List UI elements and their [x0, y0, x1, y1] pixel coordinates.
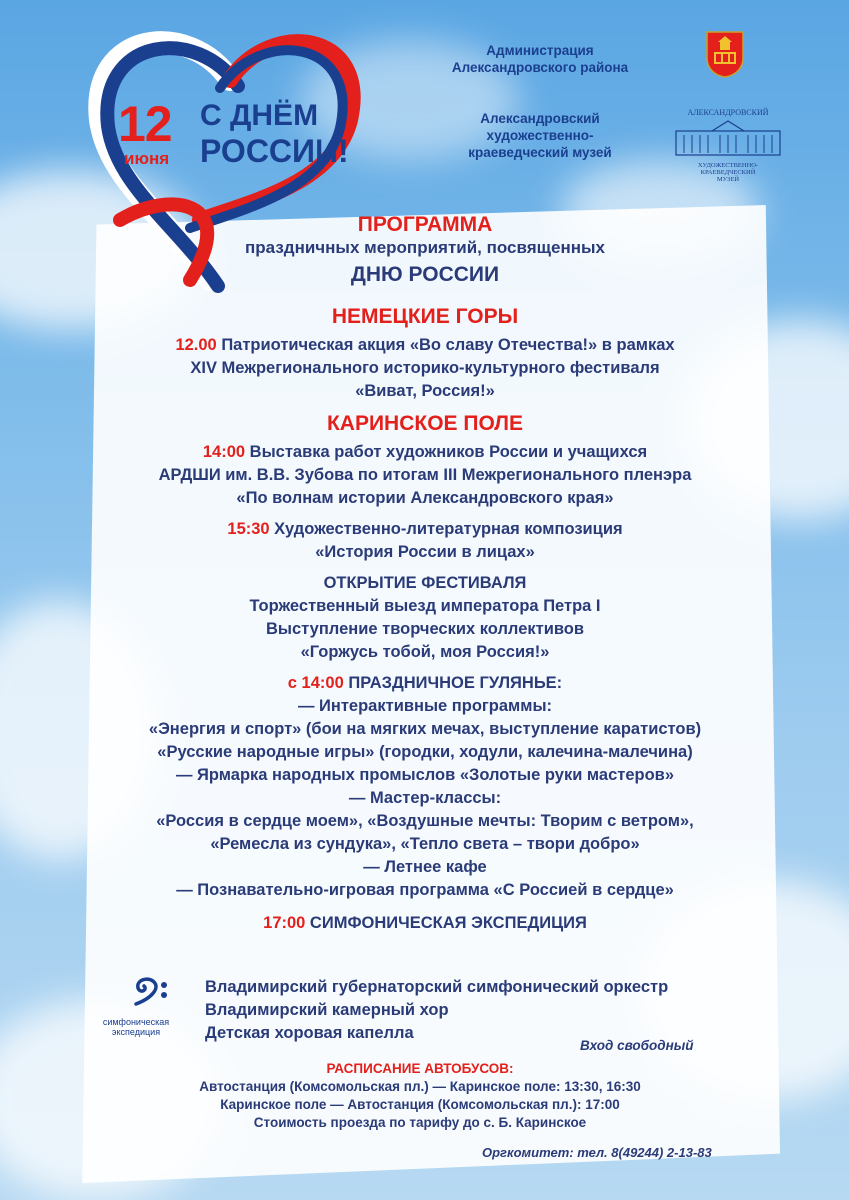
event-time: с 14:00 [287, 674, 344, 692]
symphony-item: Владимирский камерный хор [205, 1001, 449, 1019]
bus-line: Каринское поле — Автостанция (Комсомольская пл.): 17:00 [220, 1097, 620, 1112]
event-line: «Ремесла из сундука», «Тепло света – твори добро» [210, 835, 640, 853]
museum-logo-bottom: МУЗЕЙ [716, 176, 740, 183]
event-line: — Мастер-классы: [348, 789, 502, 807]
event-text: Художественно-литературная композиция [269, 520, 623, 538]
event-line: АРДШИ им. В.В. Зубова по итогам III Межрегионального пленэра [158, 466, 692, 484]
program-subtitle: праздничных мероприятий, посвященных [245, 238, 605, 257]
symphony-item: Детская хоровая капелла [205, 1024, 414, 1042]
admin-line: Администрация [486, 43, 594, 58]
event-line: Торжественный выезд императора Петра I [249, 597, 601, 615]
bus-line: Стоимость проезда по тарифу до с. Б. Каринское [253, 1115, 587, 1130]
bus-schedule [140, 1060, 700, 1132]
event-line: — Летнее кафе [363, 858, 487, 876]
program-day: ДНЮ РОССИИ [350, 263, 500, 286]
museum-title [420, 110, 660, 161]
logo-day: 12 [118, 96, 172, 152]
coat-of-arms-icon [705, 30, 745, 78]
event-line [80, 912, 770, 935]
museum-building-icon [672, 117, 784, 157]
event-time: 15:30 [227, 520, 270, 538]
logo-line2: РОССИИ! [200, 133, 349, 169]
event-line: «Горжусь тобой, моя Россия!» [300, 643, 550, 661]
museum-line: краеведческий музей [468, 145, 612, 160]
museum-line: художественно- [486, 128, 594, 143]
program-content [80, 212, 770, 935]
event-line: «Россия в сердце моем», «Воздушные мечты: Творим с ветром», [156, 812, 694, 830]
event-text: СИМФОНИЧЕСКАЯ ЭКСПЕДИЦИЯ [305, 914, 587, 932]
bus-line: Автостанция (Комсомольская пл.) — Каринское поле: 13:30, 16:30 [199, 1079, 641, 1094]
logo-month: июня [124, 149, 170, 168]
event-text: Патриотическая акция «Во славу Отечества!» в рамках [216, 336, 675, 354]
logo-line1: С ДНЁМ [200, 99, 319, 132]
symphony-item: Владимирский губернаторский симфонический оркестр [205, 978, 669, 996]
event-line [80, 334, 770, 357]
event-line: «Русские народные игры» (городки, ходули, калечина-малечина) [157, 743, 693, 761]
event-line: «Энергия и спорт» (бои на мягких мечах, выступление каратистов) [148, 720, 702, 738]
symph-logo-line: экспедиция [111, 1027, 161, 1037]
section-heading: НЕМЕЦКИЕ ГОРЫ [331, 305, 519, 328]
event-line: — Познавательно-игровая программа «С Россией в сердце» [176, 881, 674, 899]
event-text: Выставка работ художников России и учащихся [245, 443, 648, 461]
event-line [80, 672, 770, 695]
bass-clef-icon [106, 976, 186, 1012]
org-committee-phone: Оргкомитет: тел. 8(49244) 2-13-83 [482, 1145, 712, 1160]
event-line: ОТКРЫТИЕ ФЕСТИВАЛЯ [323, 574, 527, 592]
bus-title: РАСПИСАНИЕ АВТОБУСОВ: [326, 1061, 514, 1076]
event-text: ПРАЗДНИЧНОЕ ГУЛЯНЬЕ: [343, 674, 563, 692]
event-line: — Интерактивные программы: [297, 697, 553, 715]
event-line: «Виват, Россия!» [355, 382, 495, 400]
event-time: 12.00 [175, 336, 217, 354]
event-line: XIV Межрегионального историко-культурного фестиваля [190, 359, 660, 377]
symphony-list [205, 976, 668, 1045]
free-entry: Вход свободный [580, 1038, 694, 1053]
museum-line: Александровский [480, 111, 600, 126]
event-line: «История России в лицах» [315, 543, 535, 561]
program-title: ПРОГРАММА [357, 213, 493, 236]
event-line: «По волнам истории Александровского края» [236, 489, 614, 507]
header [0, 0, 849, 205]
museum-logo-bottom: ХУДОЖЕСТВЕННО-КРАЕВЕДЧЕСКИЙ [697, 162, 759, 176]
admin-line: Александровского района [451, 60, 629, 75]
event-time: 17:00 [263, 914, 306, 932]
event-line [80, 441, 770, 464]
admin-title [420, 42, 660, 76]
museum-logo-top: АЛЕКСАНДРОВСКИЙ [687, 108, 769, 117]
event-line: — Ярмарка народных промыслов «Золотые руки мастеров» [175, 766, 675, 784]
symphony-expedition-logo [102, 976, 186, 1037]
section-heading: КАРИНСКОЕ ПОЛЕ [326, 412, 524, 435]
event-line [80, 518, 770, 541]
event-line: Выступление творческих коллективов [265, 620, 585, 638]
symph-logo-line: симфоническая [102, 1017, 170, 1027]
event-time: 14:00 [202, 443, 246, 461]
museum-logo [672, 108, 784, 183]
